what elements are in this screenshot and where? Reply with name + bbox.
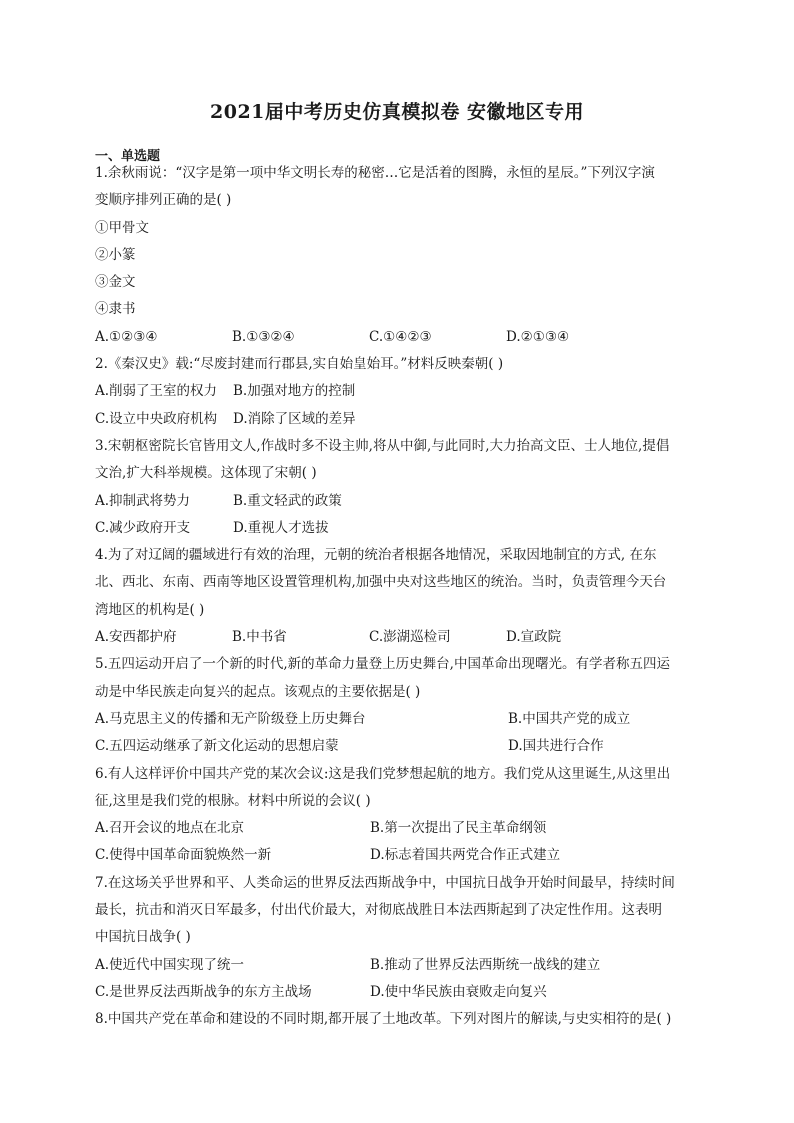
question-4-stem-cont: 北、西北、东南、西南等地区设置管理机构,加强中央对这些地区的统治。当时，负责管理今天台	[95, 574, 667, 591]
page-title: 2021届中考历史仿真模拟卷 安徽地区专用	[210, 101, 584, 123]
question-5-options-row2	[95, 733, 705, 760]
question-7-options-row2	[95, 979, 705, 1006]
option-c: C.使得中国革命面貌焕然一新	[95, 847, 272, 864]
option-d: D.宣政院	[506, 629, 562, 646]
question-1-stem: 1.余秋雨说：“汉字是第一项中华文明长寿的秘密…它是活着的图腾，永恒的星辰。”下列汉字演	[95, 165, 655, 181]
question-3-options-row2	[95, 515, 705, 542]
option-a: A.①②③④	[95, 328, 158, 345]
question-2-options-row1	[95, 378, 705, 405]
option-a: A.召开会议的地点在北京	[95, 820, 245, 837]
question-1-options	[95, 324, 705, 351]
option-c: C.澎湖巡检司	[369, 629, 451, 646]
option-c: C.减少政府开支	[95, 519, 191, 536]
question-5-options-row1	[95, 706, 705, 733]
option-a: A.使近代中国实现了统一	[95, 956, 245, 973]
question-7-stem: 7.在这场关乎世界和平、人类命运的世界反法西斯战争中，中国抗日战争开始时间最早，持续时间	[95, 874, 675, 891]
option-a: A.削弱了王室的权力	[95, 383, 218, 400]
question-7-stem-cont: 中国抗日战争( )	[95, 929, 191, 946]
question-7-stem-cont: 最长，抗击和消灭日军最多，付出代价最大，对彻底战胜日本法西斯起到了决定性作用。这表明	[95, 902, 662, 919]
option-d: D.标志着国共两党合作正式建立	[370, 847, 561, 864]
question-1-item: ③金文	[95, 274, 136, 291]
question-5-stem-cont: 动是中华民族走向复兴的起点。该观点的主要依据是( )	[95, 683, 421, 700]
question-2-stem: 2.《秦汉史》载:“尽废封建而行郡县,实自始皇始耳。”材料反映秦朝( )	[95, 356, 504, 373]
option-a: A.安西都护府	[95, 629, 177, 646]
question-5-stem: 5.五四运动开启了一个新的时代,新的革命力量登上历史舞台,中国革命出现曙光。有学者称五四运	[95, 656, 670, 673]
question-1-stem-cont: 变顺序排列正确的是( )	[95, 192, 232, 209]
question-6-options-row2	[95, 842, 705, 869]
question-2-options-row2	[95, 406, 705, 433]
option-c: C.是世界反法西斯战争的东方主战场	[95, 983, 312, 1000]
question-8-stem: 8.中国共产党在革命和建设的不同时期,都开展了土地改革。下列对图片的解读,与史实相符的是( )	[95, 1011, 672, 1028]
question-6-stem-cont: 征,这里是我们党的根脉。材料中所说的会议( )	[95, 792, 371, 809]
option-c: C.设立中央政府机构	[95, 410, 218, 427]
option-b: B.中国共产党的成立	[508, 710, 631, 727]
question-1-item: ①甲骨文	[95, 219, 149, 236]
option-b: B.第一次提出了民主革命纲领	[370, 820, 547, 837]
option-b: B.推动了世界反法西斯统一战线的建立	[370, 956, 601, 973]
question-3-stem-cont: 文治,扩大科举规模。这体现了宋朝( )	[95, 465, 317, 482]
option-c: C.①④②③	[369, 328, 432, 345]
question-1-item: ④隶书	[95, 301, 136, 318]
option-a: A.马克思主义的传播和无产阶级登上历史舞台	[95, 710, 366, 727]
question-6-options-row1	[95, 815, 705, 842]
question-list	[95, 160, 705, 1034]
question-6-stem: 6.有人这样评价中国共产党的某次会议:这是我们党梦想起航的地方。我们党从这里诞生,从这里出	[95, 765, 671, 782]
option-a: A.抑制武将势力	[95, 492, 191, 509]
option-d: D.国共进行合作	[508, 738, 604, 755]
question-7-options-row1	[95, 952, 705, 979]
question-3-stem: 3.宋朝枢密院长官皆用文人,作战时多不设主帅,将从中御,与此同时,大力抬高文臣、士人地位,提倡	[95, 437, 670, 454]
question-4-options	[95, 624, 705, 651]
option-b: B.①③②④	[232, 328, 295, 345]
option-d: D.消除了区域的差异	[233, 410, 356, 427]
option-b: B.重文轻武的政策	[233, 492, 342, 509]
question-4-stem: 4.为了对辽阔的疆域进行有效的治理，元朝的统治者根据各地情况，采取因地制宜的方式, 在东	[95, 547, 657, 564]
option-c: C.五四运动继承了新文化运动的思想启蒙	[95, 738, 339, 755]
option-b: B.中书省	[232, 629, 287, 646]
option-d: D.②①③④	[506, 328, 570, 345]
option-d: D.重视人才选拔	[233, 519, 329, 536]
option-b: B.加强对地方的控制	[233, 383, 356, 400]
question-4-stem-cont: 湾地区的机构是( )	[95, 601, 205, 618]
question-3-options-row1	[95, 488, 705, 515]
section-heading: 一、单选题	[95, 149, 161, 164]
option-d: D.使中华民族由衰败走向复兴	[370, 983, 547, 1000]
question-1-item: ②小篆	[95, 246, 136, 263]
